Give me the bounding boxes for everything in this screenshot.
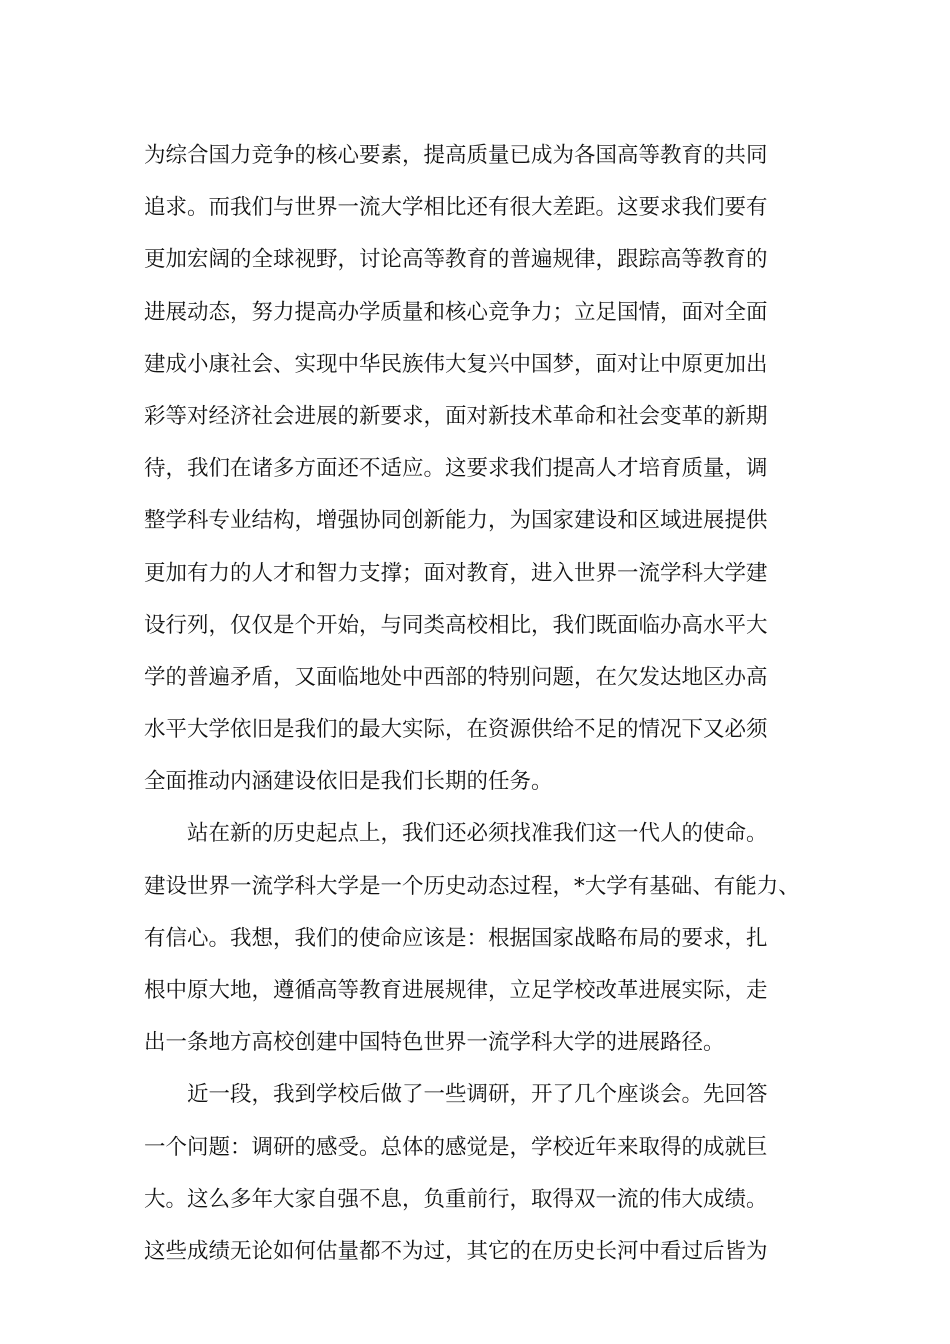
text-line: 学的普遍矛盾，又面临地处中西部的特别问题，在欠发达地区办高 <box>144 664 768 690</box>
text-line: 近一段，我到学校后做了一些调研，开了几个座谈会。先回答 <box>187 1082 768 1108</box>
text-line: 设行列，仅仅是个开始，与同类高校相比，我们既面临办高水平大 <box>144 612 768 638</box>
text-line: 出一条地方高校创建中国特色世界一流学科大学的进展路径。 <box>144 1030 725 1056</box>
text-line: 有信心。我想，我们的使命应该是：根据国家战略布局的要求，扎 <box>144 925 768 951</box>
text-line: 一个问题：调研的感受。总体的感觉是，学校近年来取得的成就巨 <box>144 1134 768 1160</box>
text-line: 建成小康社会、实现中华民族伟大复兴中国梦，面对让中原更加出 <box>144 351 768 377</box>
text-line: 进展动态，努力提高办学质量和核心竞争力；立足国情，面对全面 <box>144 299 768 325</box>
text-line: 待，我们在诸多方面还不适应。这要求我们提高人才培育质量，调 <box>144 456 768 482</box>
text-line: 彩等对经济社会进展的新要求，面对新技术革命和社会变革的新期 <box>144 403 768 429</box>
text-line: 追求。而我们与世界一流大学相比还有很大差距。这要求我们要有 <box>144 195 768 221</box>
text-line: 建设世界一流学科大学是一个历史动态过程，*大学有基础、有能力、 <box>144 873 800 899</box>
text-line: 大。这么多年大家自强不息，负重前行，取得双一流的伟大成绩。 <box>144 1186 768 1212</box>
text-line: 全面推动内涵建设依旧是我们长期的任务。 <box>144 769 553 795</box>
text-line: 水平大学依旧是我们的最大实际，在资源供给不足的情况下又必须 <box>144 717 768 743</box>
text-line: 为综合国力竞争的核心要素，提高质量已成为各国高等教育的共同 <box>144 143 768 168</box>
text-line: 站在新的历史起点上，我们还必须找准我们这一代人的使命。 <box>187 821 768 847</box>
text-line: 根中原大地，遵循高等教育进展规律，立足学校改革进展实际，走 <box>144 978 768 1003</box>
text-line: 整学科专业结构，增强协同创新能力，为国家建设和区域进展提供 <box>144 508 768 534</box>
text-line: 更加有力的人才和智力支撑；面对教育，进入世界一流学科大学建 <box>144 560 768 586</box>
text-line: 这些成绩无论如何估量都不为过，其它的在历史长河中看过后皆为 <box>144 1238 768 1264</box>
text-line: 更加宏阔的全球视野，讨论高等教育的普遍规律，跟踪高等教育的 <box>144 247 768 273</box>
document-body <box>144 130 824 1278</box>
